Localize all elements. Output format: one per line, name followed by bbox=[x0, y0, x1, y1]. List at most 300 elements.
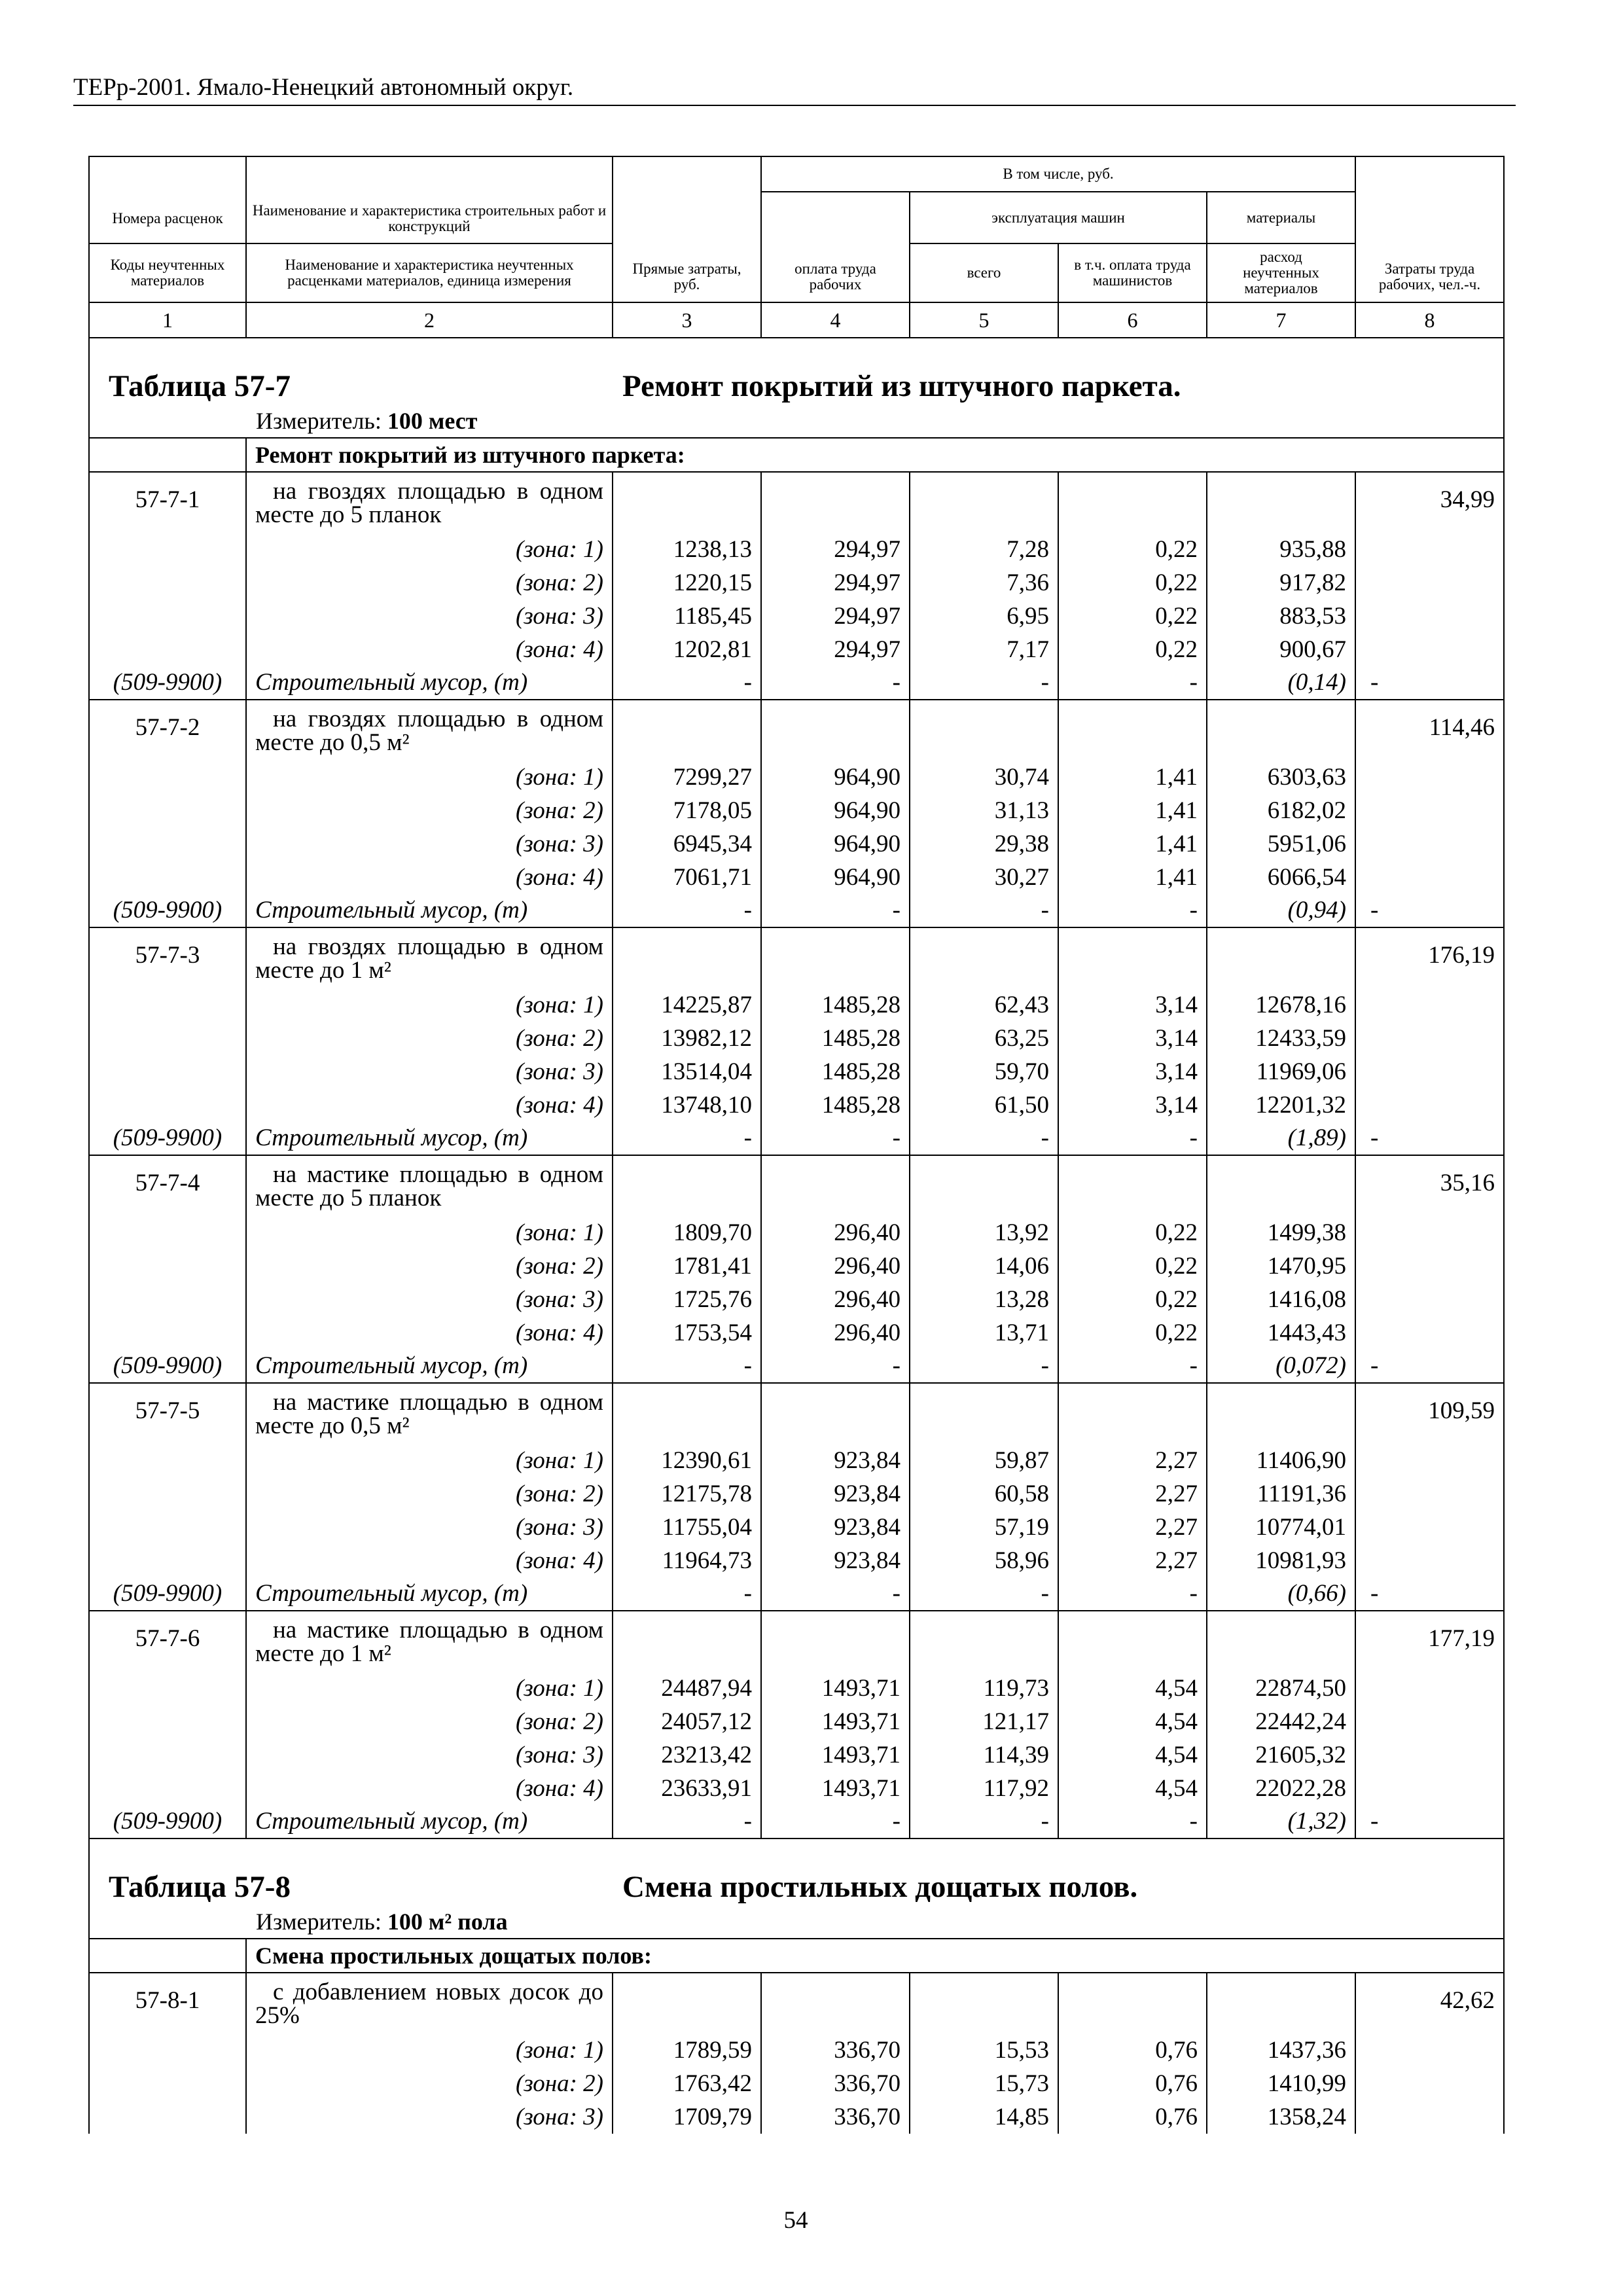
zone-row bbox=[89, 794, 1504, 827]
direct-costs-cell: - bbox=[613, 1577, 761, 1611]
worker-pay-cell: 1485,28 bbox=[761, 1055, 910, 1088]
empty-cell bbox=[613, 1155, 761, 1216]
unit-value: 100 мест bbox=[387, 408, 478, 434]
rate-row bbox=[89, 700, 1504, 761]
zone-row bbox=[89, 761, 1504, 794]
direct-costs-cell: 1753,54 bbox=[613, 1316, 761, 1350]
rate-code: 57-7-6 bbox=[89, 1611, 246, 1672]
zone-label: (зона: 2) bbox=[246, 1022, 613, 1055]
machine-total-cell: 7,17 bbox=[910, 633, 1058, 666]
machine-total-cell: 7,36 bbox=[910, 566, 1058, 600]
zone-label: (зона: 2) bbox=[246, 794, 613, 827]
material-row bbox=[89, 666, 1504, 700]
column-number: 6 bbox=[1058, 302, 1207, 338]
zone-row bbox=[89, 2067, 1504, 2100]
zone-label: (зона: 3) bbox=[246, 1055, 613, 1088]
section-header-row bbox=[89, 1839, 1504, 1939]
empty-cell bbox=[89, 1316, 246, 1350]
worker-pay-cell: 296,40 bbox=[761, 1249, 910, 1283]
zone-label: (зона: 4) bbox=[246, 1316, 613, 1350]
empty-cell bbox=[910, 700, 1058, 761]
empty-cell bbox=[89, 438, 246, 472]
work-description bbox=[246, 927, 613, 988]
machine-total-cell: 30,74 bbox=[910, 761, 1058, 794]
operator-pay-cell: 4,54 bbox=[1058, 1772, 1207, 1805]
zone-row bbox=[89, 1022, 1504, 1055]
zone-row bbox=[89, 600, 1504, 633]
material-code: (509-9900) bbox=[89, 1805, 246, 1839]
machine-total-cell: 59,87 bbox=[910, 1444, 1058, 1477]
worker-pay-cell: 294,97 bbox=[761, 533, 910, 566]
material-name: Строительный мусор, (т) bbox=[246, 1350, 613, 1383]
worker-pay-cell: 1493,71 bbox=[761, 1738, 910, 1772]
operator-pay-cell: 3,14 bbox=[1058, 988, 1207, 1022]
operator-pay-cell: - bbox=[1058, 1805, 1207, 1839]
zone-row bbox=[89, 1316, 1504, 1350]
empty-cell bbox=[89, 861, 246, 894]
machine-total-cell: 63,25 bbox=[910, 1022, 1058, 1055]
empty-cell bbox=[1355, 2034, 1504, 2067]
operator-pay-cell: 0,22 bbox=[1058, 1316, 1207, 1350]
material-code: (509-9900) bbox=[89, 1122, 246, 1155]
empty-cell bbox=[1355, 2100, 1504, 2134]
materials-cell: 12433,59 bbox=[1207, 1022, 1355, 1055]
section-header bbox=[90, 338, 1503, 437]
empty-cell bbox=[89, 1544, 246, 1577]
operator-pay-cell: 3,14 bbox=[1058, 1022, 1207, 1055]
worker-pay-cell: - bbox=[761, 1350, 910, 1383]
subtitle-row bbox=[89, 438, 1504, 472]
empty-cell bbox=[89, 1672, 246, 1705]
rate-code: 57-7-4 bbox=[89, 1155, 246, 1216]
empty-cell bbox=[89, 761, 246, 794]
empty-cell bbox=[761, 1155, 910, 1216]
machine-total-cell: 30,27 bbox=[910, 861, 1058, 894]
zone-label: (зона: 4) bbox=[246, 1772, 613, 1805]
labor-costs-cell: 42,62 bbox=[1355, 1973, 1504, 2034]
material-name: Строительный мусор, (т) bbox=[246, 1805, 613, 1839]
labor-costs-header: Затраты труда рабочих, чел.-ч. bbox=[1355, 156, 1504, 302]
zone-row bbox=[89, 1283, 1504, 1316]
labor-costs-cell: 109,59 bbox=[1355, 1383, 1504, 1444]
unit-label: Измеритель: bbox=[256, 1909, 382, 1935]
empty-cell bbox=[1058, 1383, 1207, 1444]
materials-cell: (0,94) bbox=[1207, 894, 1355, 927]
unit-value: 100 м² пола bbox=[387, 1909, 508, 1935]
materials-cell: 11969,06 bbox=[1207, 1055, 1355, 1088]
table-title: Смена простильных дощатых полов. bbox=[622, 1870, 1138, 1904]
worker-pay-cell: 296,40 bbox=[761, 1316, 910, 1350]
operator-pay-cell: 2,27 bbox=[1058, 1544, 1207, 1577]
work-description bbox=[246, 472, 613, 533]
operator-pay-cell: 3,14 bbox=[1058, 1088, 1207, 1122]
empty-cell bbox=[89, 1772, 246, 1805]
column-number: 5 bbox=[910, 302, 1058, 338]
materials-cell: 1443,43 bbox=[1207, 1316, 1355, 1350]
subtitle-cell bbox=[246, 1939, 1504, 1973]
zone-row bbox=[89, 1249, 1504, 1283]
materials-cell: 22874,50 bbox=[1207, 1672, 1355, 1705]
operator-pay-cell: - bbox=[1058, 1577, 1207, 1611]
empty-cell bbox=[910, 927, 1058, 988]
machine-total-cell: 14,06 bbox=[910, 1249, 1058, 1283]
work-description bbox=[246, 1383, 613, 1444]
zone-row bbox=[89, 1444, 1504, 1477]
empty-cell bbox=[89, 600, 246, 633]
materials-cell: 6303,63 bbox=[1207, 761, 1355, 794]
empty-cell bbox=[1355, 1283, 1504, 1316]
empty-cell bbox=[1355, 2067, 1504, 2100]
worker-pay-cell: 964,90 bbox=[761, 827, 910, 861]
empty-cell bbox=[1355, 600, 1504, 633]
empty-cell bbox=[89, 2034, 246, 2067]
including-header: В том числе, руб. bbox=[761, 156, 1355, 192]
zone-row bbox=[89, 988, 1504, 1022]
operator-pay-cell: 2,27 bbox=[1058, 1477, 1207, 1511]
empty-cell bbox=[89, 1022, 246, 1055]
empty-cell bbox=[1355, 794, 1504, 827]
empty-cell bbox=[1355, 633, 1504, 666]
empty-cell bbox=[1355, 1738, 1504, 1772]
rate-row bbox=[89, 1383, 1504, 1444]
machine-total-header: всего bbox=[910, 243, 1058, 302]
machine-total-cell: 61,50 bbox=[910, 1088, 1058, 1122]
direct-costs-cell: 1220,15 bbox=[613, 566, 761, 600]
machine-total-cell: 60,58 bbox=[910, 1477, 1058, 1511]
empty-cell bbox=[1355, 1444, 1504, 1477]
unit-label: Измеритель: bbox=[256, 408, 382, 434]
material-row bbox=[89, 1122, 1504, 1155]
zone-label: (зона: 1) bbox=[246, 2034, 613, 2067]
rates-table bbox=[88, 156, 1505, 2134]
zone-row bbox=[89, 1672, 1504, 1705]
operator-pay-cell: 2,27 bbox=[1058, 1511, 1207, 1544]
materials-cell: 1437,36 bbox=[1207, 2034, 1355, 2067]
operator-pay-cell: - bbox=[1058, 894, 1207, 927]
worker-pay-cell: - bbox=[761, 894, 910, 927]
material-row bbox=[89, 1577, 1504, 1611]
page-number: 54 bbox=[783, 2207, 808, 2234]
empty-cell bbox=[1207, 1155, 1355, 1216]
table-title: Ремонт покрытий из штучного паркета. bbox=[622, 369, 1181, 403]
direct-costs-cell: 1709,79 bbox=[613, 2100, 761, 2134]
direct-costs-cell: - bbox=[613, 1805, 761, 1839]
operator-pay-cell: 0,22 bbox=[1058, 533, 1207, 566]
empty-cell bbox=[1355, 566, 1504, 600]
worker-pay-cell: 1485,28 bbox=[761, 988, 910, 1022]
materials-cell: 1416,08 bbox=[1207, 1283, 1355, 1316]
empty-cell bbox=[1355, 1088, 1504, 1122]
direct-costs-cell: 11755,04 bbox=[613, 1511, 761, 1544]
empty-cell bbox=[613, 1611, 761, 1672]
direct-costs-cell: 1238,13 bbox=[613, 533, 761, 566]
zone-label: (зона: 2) bbox=[246, 1705, 613, 1738]
empty-cell bbox=[89, 2100, 246, 2134]
description-line: на мастике площадью в одном bbox=[273, 1161, 603, 1188]
worker-pay-cell: - bbox=[761, 1122, 910, 1155]
section-subtitle: Смена простильных дощатых полов: bbox=[255, 1943, 652, 1969]
machine-total-cell: 119,73 bbox=[910, 1672, 1058, 1705]
empty-cell bbox=[613, 472, 761, 533]
empty-cell bbox=[89, 1216, 246, 1249]
subtitle-cell bbox=[246, 438, 1504, 472]
materials-header: материалы bbox=[1207, 192, 1355, 243]
empty-cell bbox=[89, 1088, 246, 1122]
zone-row bbox=[89, 1544, 1504, 1577]
direct-costs-cell: 1185,45 bbox=[613, 600, 761, 633]
empty-cell bbox=[1355, 861, 1504, 894]
machine-total-cell: 62,43 bbox=[910, 988, 1058, 1022]
rate-row bbox=[89, 472, 1504, 533]
material-names-header: Наименование и характеристика неучтенных расценками материалов, единица измерения bbox=[246, 243, 613, 302]
machine-total-cell: - bbox=[910, 1805, 1058, 1839]
empty-cell bbox=[1058, 1973, 1207, 2034]
material-code: (509-9900) bbox=[89, 666, 246, 700]
operator-pay-cell: 4,54 bbox=[1058, 1705, 1207, 1738]
materials-cell: 11191,36 bbox=[1207, 1477, 1355, 1511]
direct-costs-cell: 23213,42 bbox=[613, 1738, 761, 1772]
materials-cell: 22022,28 bbox=[1207, 1772, 1355, 1805]
subtitle-row bbox=[89, 1939, 1504, 1973]
direct-costs-cell: - bbox=[613, 1350, 761, 1383]
column-number: 7 bbox=[1207, 302, 1355, 338]
worker-pay-cell: 964,90 bbox=[761, 794, 910, 827]
empty-cell bbox=[1207, 1973, 1355, 2034]
rate-row bbox=[89, 927, 1504, 988]
zone-label: (зона: 4) bbox=[246, 633, 613, 666]
direct-costs-cell: 6945,34 bbox=[613, 827, 761, 861]
empty-cell bbox=[89, 566, 246, 600]
operator-pay-cell: 1,41 bbox=[1058, 761, 1207, 794]
operator-pay-cell: 0,76 bbox=[1058, 2067, 1207, 2100]
worker-pay-cell: 964,90 bbox=[761, 861, 910, 894]
operator-pay-cell: 2,27 bbox=[1058, 1444, 1207, 1477]
machine-total-cell: 114,39 bbox=[910, 1738, 1058, 1772]
empty-cell bbox=[89, 794, 246, 827]
materials-cell: (0,072) bbox=[1207, 1350, 1355, 1383]
rate-row bbox=[89, 1611, 1504, 1672]
empty-cell bbox=[1207, 472, 1355, 533]
section-subtitle: Ремонт покрытий из штучного паркета: bbox=[255, 442, 685, 468]
table-number: Таблица 57-8 bbox=[109, 1870, 291, 1904]
worker-pay-cell: 1493,71 bbox=[761, 1772, 910, 1805]
zone-row bbox=[89, 533, 1504, 566]
empty-cell bbox=[910, 1383, 1058, 1444]
zone-row bbox=[89, 1738, 1504, 1772]
header-rule bbox=[73, 105, 1516, 106]
machine-total-cell: - bbox=[910, 666, 1058, 700]
materials-cell: 12201,32 bbox=[1207, 1088, 1355, 1122]
worker-pay-cell: 336,70 bbox=[761, 2100, 910, 2134]
empty-cell bbox=[613, 927, 761, 988]
empty-cell bbox=[89, 533, 246, 566]
empty-cell bbox=[761, 1973, 910, 2034]
empty-cell bbox=[89, 2067, 246, 2100]
empty-cell bbox=[1355, 761, 1504, 794]
empty-cell bbox=[89, 1939, 246, 1973]
zone-row bbox=[89, 827, 1504, 861]
empty-cell bbox=[761, 472, 910, 533]
rate-code: 57-7-2 bbox=[89, 700, 246, 761]
column-number: 8 bbox=[1355, 302, 1504, 338]
empty-cell bbox=[910, 472, 1058, 533]
materials-cell: 1410,99 bbox=[1207, 2067, 1355, 2100]
direct-costs-cell: 7061,71 bbox=[613, 861, 761, 894]
empty-cell bbox=[1355, 1022, 1504, 1055]
work-description bbox=[246, 1611, 613, 1672]
description-line: на гвоздях площадью в одном bbox=[273, 933, 603, 960]
description-line: на мастике площадью в одном bbox=[273, 1389, 603, 1416]
empty-cell bbox=[1207, 1383, 1355, 1444]
direct-costs-cell: - bbox=[613, 1122, 761, 1155]
worker-pay-cell: 294,97 bbox=[761, 633, 910, 666]
materials-cell: (1,32) bbox=[1207, 1805, 1355, 1839]
material-row bbox=[89, 1805, 1504, 1839]
zone-label: (зона: 4) bbox=[246, 1088, 613, 1122]
zone-label: (зона: 2) bbox=[246, 1477, 613, 1511]
material-code: (509-9900) bbox=[89, 1577, 246, 1611]
rate-row bbox=[89, 1155, 1504, 1216]
column-number: 2 bbox=[246, 302, 613, 338]
operator-pay-cell: 0,76 bbox=[1058, 2034, 1207, 2067]
empty-cell bbox=[89, 988, 246, 1022]
empty-cell bbox=[89, 1055, 246, 1088]
labor-costs-cell: - bbox=[1355, 1577, 1504, 1611]
empty-cell bbox=[89, 827, 246, 861]
zone-row bbox=[89, 2100, 1504, 2134]
rate-code: 57-8-1 bbox=[89, 1973, 246, 2034]
column-number: 4 bbox=[761, 302, 910, 338]
empty-cell bbox=[1058, 927, 1207, 988]
zone-row bbox=[89, 2034, 1504, 2067]
zone-label: (зона: 3) bbox=[246, 1738, 613, 1772]
empty-cell bbox=[1058, 472, 1207, 533]
zone-row bbox=[89, 1055, 1504, 1088]
empty-cell bbox=[89, 1477, 246, 1511]
machine-total-cell: - bbox=[910, 894, 1058, 927]
direct-costs-cell: 24057,12 bbox=[613, 1705, 761, 1738]
section-header bbox=[90, 1839, 1503, 1938]
operator-pay-cell: 0,76 bbox=[1058, 2100, 1207, 2134]
empty-cell bbox=[89, 1283, 246, 1316]
materials-cell: 6066,54 bbox=[1207, 861, 1355, 894]
machine-total-cell: 13,28 bbox=[910, 1283, 1058, 1316]
material-row bbox=[89, 1350, 1504, 1383]
worker-pay-cell: 923,84 bbox=[761, 1477, 910, 1511]
materials-cell: 917,82 bbox=[1207, 566, 1355, 600]
column-number: 3 bbox=[613, 302, 761, 338]
direct-costs-cell: 12390,61 bbox=[613, 1444, 761, 1477]
zone-label: (зона: 2) bbox=[246, 566, 613, 600]
materials-cell: 1470,95 bbox=[1207, 1249, 1355, 1283]
worker-pay-cell: 1485,28 bbox=[761, 1022, 910, 1055]
machine-total-cell: 31,13 bbox=[910, 794, 1058, 827]
machine-total-cell: 6,95 bbox=[910, 600, 1058, 633]
labor-costs-cell: 177,19 bbox=[1355, 1611, 1504, 1672]
material-code: (509-9900) bbox=[89, 894, 246, 927]
rate-numbers-header: Номера расценок bbox=[89, 156, 246, 243]
operator-pay-cell: - bbox=[1058, 666, 1207, 700]
zone-label: (зона: 3) bbox=[246, 2100, 613, 2134]
empty-cell bbox=[89, 1705, 246, 1738]
worker-pay-header: оплата труда рабочих bbox=[761, 192, 910, 302]
description-line: 25% bbox=[255, 2002, 300, 2029]
zone-label: (зона: 2) bbox=[246, 1249, 613, 1283]
machine-total-cell: 117,92 bbox=[910, 1772, 1058, 1805]
empty-cell bbox=[1058, 700, 1207, 761]
empty-cell bbox=[1058, 1155, 1207, 1216]
zone-label: (зона: 1) bbox=[246, 1444, 613, 1477]
zone-row bbox=[89, 1088, 1504, 1122]
machine-total-cell: 7,28 bbox=[910, 533, 1058, 566]
column-numbers-row bbox=[89, 302, 1504, 338]
materials-cell: 12678,16 bbox=[1207, 988, 1355, 1022]
worker-pay-cell: 294,97 bbox=[761, 600, 910, 633]
operator-pay-cell: 3,14 bbox=[1058, 1055, 1207, 1088]
operator-pay-cell: 4,54 bbox=[1058, 1738, 1207, 1772]
empty-cell bbox=[613, 700, 761, 761]
worker-pay-cell: - bbox=[761, 1577, 910, 1611]
material-name: Строительный мусор, (т) bbox=[246, 666, 613, 700]
labor-costs-cell: - bbox=[1355, 1350, 1504, 1383]
empty-cell bbox=[1355, 1316, 1504, 1350]
direct-costs-cell: 1725,76 bbox=[613, 1283, 761, 1316]
labor-costs-cell: 176,19 bbox=[1355, 927, 1504, 988]
empty-cell bbox=[613, 1383, 761, 1444]
empty-cell bbox=[1355, 1249, 1504, 1283]
labor-costs-cell: - bbox=[1355, 666, 1504, 700]
operator-pay-cell: 1,41 bbox=[1058, 827, 1207, 861]
zone-row bbox=[89, 1477, 1504, 1511]
worker-pay-cell: - bbox=[761, 1805, 910, 1839]
work-description bbox=[246, 1155, 613, 1216]
worker-pay-cell: 1493,71 bbox=[761, 1705, 910, 1738]
labor-costs-cell: - bbox=[1355, 1122, 1504, 1155]
materials-cell: 22442,24 bbox=[1207, 1705, 1355, 1738]
direct-costs-cell: 12175,78 bbox=[613, 1477, 761, 1511]
empty-cell bbox=[1355, 988, 1504, 1022]
empty-cell bbox=[1355, 1055, 1504, 1088]
worker-pay-cell: 923,84 bbox=[761, 1444, 910, 1477]
empty-cell bbox=[89, 633, 246, 666]
empty-cell bbox=[1355, 827, 1504, 861]
labor-costs-cell: 34,99 bbox=[1355, 472, 1504, 533]
description-line: месте до 0,5 м² bbox=[255, 1412, 410, 1439]
operator-pay-cell: 0,22 bbox=[1058, 600, 1207, 633]
worker-pay-cell: 296,40 bbox=[761, 1283, 910, 1316]
direct-costs-cell: 13748,10 bbox=[613, 1088, 761, 1122]
unaccounted-materials-header: расход неучтенных материалов bbox=[1207, 243, 1355, 302]
description-line: месте до 0,5 м² bbox=[255, 729, 410, 756]
rate-code: 57-7-1 bbox=[89, 472, 246, 533]
materials-cell: 5951,06 bbox=[1207, 827, 1355, 861]
empty-cell bbox=[1207, 700, 1355, 761]
description-line: на гвоздях площадью в одном bbox=[273, 478, 603, 505]
empty-cell bbox=[1355, 1477, 1504, 1511]
operator-pay-cell: - bbox=[1058, 1350, 1207, 1383]
operator-pay-cell: 1,41 bbox=[1058, 794, 1207, 827]
labor-costs-cell: 114,46 bbox=[1355, 700, 1504, 761]
materials-cell: (0,66) bbox=[1207, 1577, 1355, 1611]
labor-costs-cell: - bbox=[1355, 894, 1504, 927]
empty-cell bbox=[89, 1511, 246, 1544]
direct-costs-cell: 23633,91 bbox=[613, 1772, 761, 1805]
empty-cell bbox=[1355, 1672, 1504, 1705]
zone-label: (зона: 3) bbox=[246, 1511, 613, 1544]
operator-pay-cell: 0,22 bbox=[1058, 1249, 1207, 1283]
unit-of-measure bbox=[256, 1909, 508, 1935]
rate-code: 57-7-5 bbox=[89, 1383, 246, 1444]
